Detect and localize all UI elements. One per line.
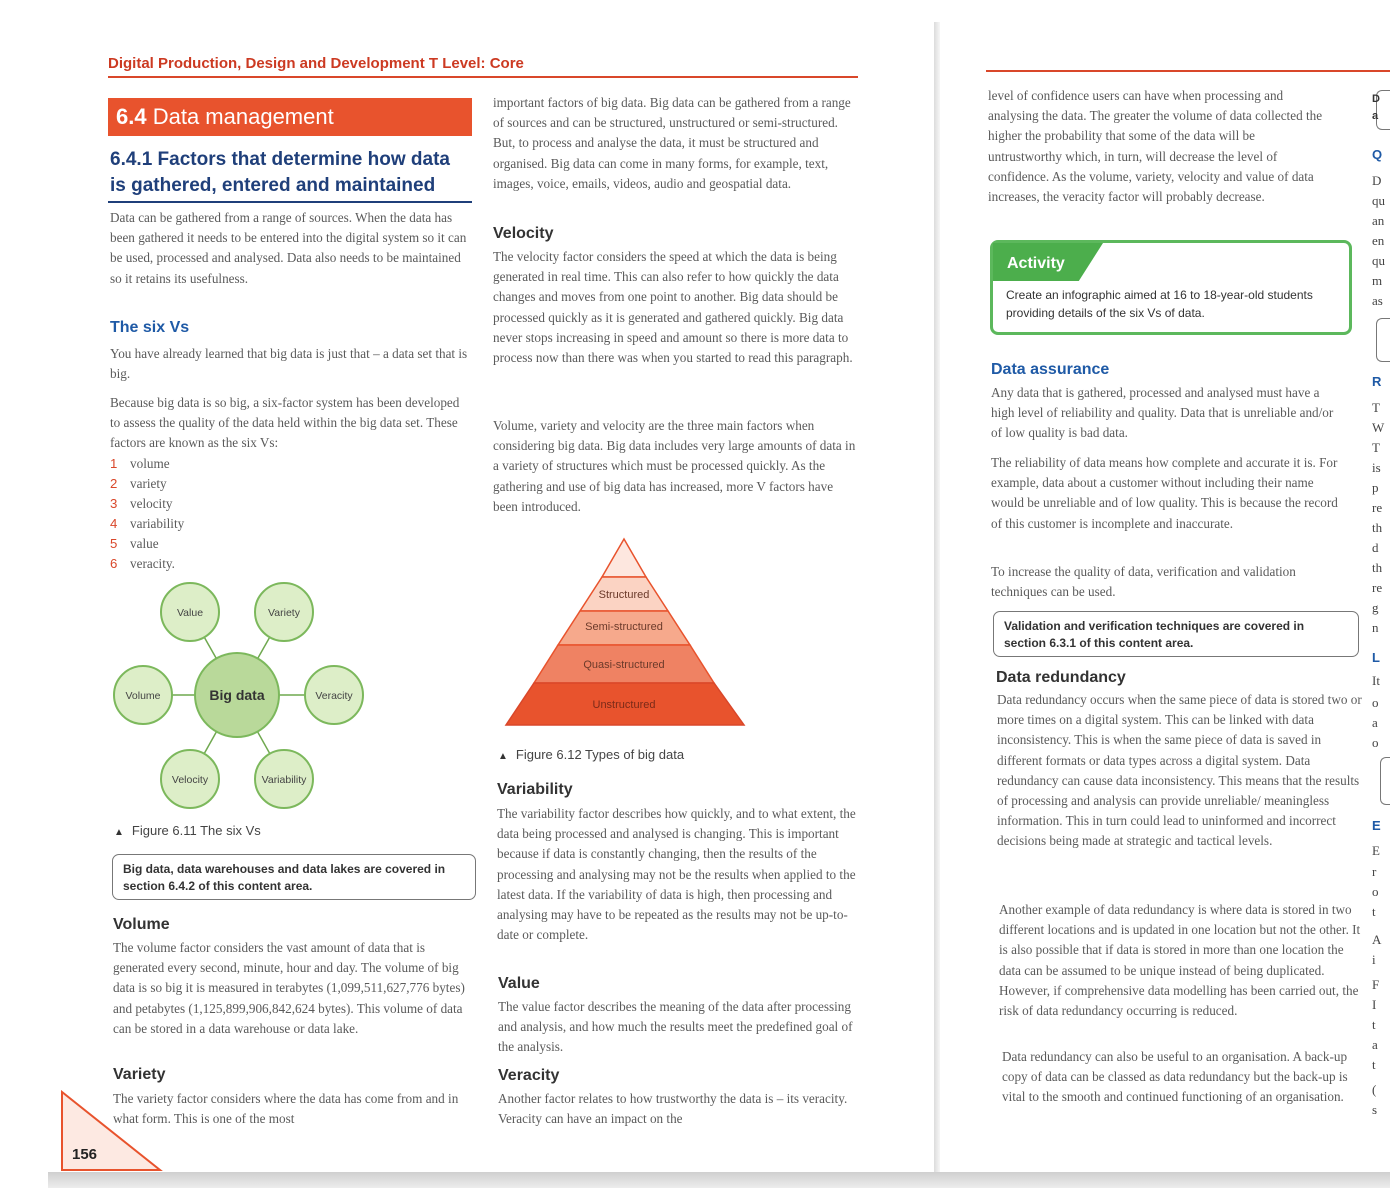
edge-box-mid (1376, 318, 1390, 362)
middle-paragraph-2: Volume, variety and velocity are the three main factors when considering big data. Big data includes very large amounts of data in a variety of structures which must be processed quickly. As the gathering and use of big data has increased, more V factors have been introduced. (493, 418, 856, 514)
subsection-title-line2: is gathered, entered and maintained (110, 175, 436, 196)
value-heading: Value (498, 975, 540, 992)
figure-6-12-caption: ▲ Figure 6.12 Types of big data (498, 747, 685, 762)
pyramid-label-unstructured: Unstructured (592, 699, 656, 711)
edge-fragment: i (1372, 952, 1376, 967)
edge-fragment: a (1372, 110, 1379, 122)
subsection-title-line1: 6.4.1 Factors that determine how data (110, 149, 450, 170)
node-label-variability: Variability (261, 774, 307, 786)
redundancy-paragraph-2: Another example of data redundancy is where data is stored in two different locations and is updated in one location but not the other. It is also possible that if data is stored in more than one location the data can be assumed to be unique instead of being duplicated. However, if comprehensive data modelling has been carried out, the risk of data redundancy occurring is reduced. (999, 902, 1361, 1019)
edge-fragment: th (1372, 560, 1383, 575)
section-title-bar (108, 98, 472, 136)
variability-heading: Variability (497, 781, 573, 798)
edge-fragment: a (1372, 1037, 1378, 1052)
edge-fragment: en (1372, 233, 1385, 248)
header-rule (108, 76, 858, 78)
right-header-rule (986, 70, 1390, 72)
data-redundancy-heading: Data redundancy (996, 669, 1126, 686)
pyramid-label-quasi-structured: Quasi-structured (583, 659, 665, 671)
edge-fragment: T (1372, 400, 1380, 415)
edge-fragment: a (1372, 715, 1378, 730)
section-number: 6.4 (116, 104, 147, 129)
data-assurance-heading: Data assurance (991, 361, 1110, 378)
subsection-title (110, 147, 480, 199)
edge-fragment: L (1372, 650, 1380, 665)
edge-fragment: an (1372, 213, 1385, 228)
edge-fragment: o (1372, 735, 1379, 750)
edge-fragment: Q (1372, 147, 1383, 162)
velocity-paragraph: The velocity factor considers the speed at which the data is being generated in real time. This can also refer to how quickly the data changes and moves from one point to another. Big data should be processed quickly as it is generated and gathered quickly. Big data never stops increasing in speed and amount so there is more data to process now than there was when you started to read this paragraph. (493, 249, 853, 366)
node-label-veracity: Veracity (315, 690, 353, 702)
edge-fragment: T (1372, 440, 1380, 455)
redundancy-paragraph-1: Data redundancy occurs when the same piece of data is stored two or more times on a digital system. This can be linked with data inconsistency. This is when the same piece of data is saved in different formats or data types across a digital system. Data redundancy can cause data inconsistency. This means that the results of processing and analysis can provide unreliable/ meaningless information. This in turn could lead to uninformed and incorrect decisions being made at strategic and tactical levels. (997, 692, 1362, 849)
edge-fragment: D (1372, 93, 1380, 105)
veracity-heading: Veracity (498, 1067, 560, 1084)
activity-label: Activity (1007, 255, 1065, 272)
edge-fragment: W (1372, 420, 1385, 435)
edge-fragment: qu (1372, 253, 1385, 268)
redundancy-paragraph-3: Data redundancy can also be useful to an organisation. A back-up copy of data can be classed as data redundancy but the back-up is vital to the smooth and continued functioning of an organisation. (1002, 1049, 1348, 1105)
pyramid-label-structured: Structured (598, 589, 650, 601)
edge-fragment: t (1372, 1057, 1376, 1072)
six-vs-diagram (108, 575, 373, 810)
variety-paragraph: The variety factor considers where the data has come from and in what form. This is one of the most (113, 1091, 459, 1127)
right-paragraph-1: level of confidence users can have when processing and analysing the data. The greater the volume of data collected the higher the probability that some of the data will be untrustworthy which, in turn, will decrease the level of confidence. As the volume, variety, velocity and value of data increases, the veracity factor will probably decrease. (988, 88, 1323, 205)
edge-fragment: A (1372, 932, 1382, 947)
six-vs-list (110, 454, 310, 574)
edge-fragment: as (1372, 293, 1383, 308)
edge-fragment: ( (1372, 1082, 1377, 1097)
edge-fragment: t (1372, 904, 1376, 919)
intro-paragraph: Data can be gathered from a range of sources. When the data has been gathered it needs to be entered into the digital system so it can be used, processed and analysed. Data also needs to be maintained so it retains its usefulness. (110, 210, 467, 286)
node-label-value: Value (176, 607, 204, 619)
variability-paragraph: The variability factor describes how quickly, and to what extent, the data being processed and analysed is changing. This is important because if data is constantly changing, then the results of the processing and analysing may not be the results when applied to the latest data. If the variability of data is high, then processing and analysing may have to be repeated as the results may not be up-to-date or complete. (497, 806, 856, 943)
edge-fragment: It (1372, 673, 1380, 688)
six-vs-paragraph-1: You have already learned that big data is just that – a data set that is big. (110, 346, 468, 382)
list-item: 2 variety (110, 476, 167, 491)
edge-fragment: o (1372, 884, 1379, 899)
assurance-paragraph-3: To increase the quality of data, verification and validation techniques can be used. (991, 564, 1296, 600)
edge-fragment: r (1372, 864, 1377, 879)
edge-fragment: re (1372, 580, 1383, 595)
edge-fragment: o (1372, 695, 1379, 710)
edge-box-low (1380, 757, 1390, 805)
pyramid-label-semi-structured: Semi-structured (585, 621, 663, 633)
edge-fragment: E (1372, 818, 1381, 833)
node-label-variety: Variety (268, 607, 300, 619)
running-head: Digital Production, Design and Development T Level: Core (108, 55, 524, 72)
caption-triangle-icon: ▲ (114, 827, 124, 838)
node-label-volume: Volume (125, 690, 161, 702)
six-vs-heading: The six Vs (110, 319, 190, 336)
node-label-big-data: Big data (209, 687, 265, 703)
page-corner-triangle (48, 1090, 168, 1172)
assurance-paragraph-1: Any data that is gathered, processed and analysed must have a high level of reliability and quality. Data that is unreliable and/or of low quality is bad data. (991, 385, 1334, 441)
big-data-types-pyramid (500, 535, 750, 730)
list-item: 6 veracity. (110, 556, 175, 571)
edge-fragment: n (1372, 620, 1379, 635)
edge-fragment: t (1372, 1017, 1376, 1032)
veracity-paragraph: Another factor relates to how trustworthy the data is – its veracity. Veracity can have an impact on the (498, 1091, 848, 1127)
variety-heading: Variety (113, 1066, 166, 1083)
edge-fragment: th (1372, 520, 1383, 535)
note-validation: Validation and verification techniques are covered in section 6.3.1 of this content area. (993, 611, 1359, 657)
volume-paragraph: The volume factor considers the vast amount of data that is generated every second, minute, hour and day. The volume of big data is so big it is measured in terabytes (1,099,511,627,776 bytes) and petabytes (1,125,899,906,842,624 bytes). This volume of data can be stored in a data warehouse or data lake. (113, 940, 465, 1036)
edge-fragment: qu (1372, 193, 1385, 208)
six-vs-paragraph-2: Because big data is so big, a six-factor system has been developed to assess the quality of the data held within the big data set. These factors are known as the six Vs: (110, 395, 460, 451)
edge-fragment: D (1372, 173, 1382, 188)
list-item: 3 velocity (110, 496, 173, 511)
edge-fragment: p (1372, 480, 1379, 495)
edge-fragment: F (1372, 977, 1380, 992)
page-shadow (48, 1172, 1390, 1188)
value-paragraph: The value factor describes the meaning of the data after processing and analysis, and how much the results meet the predefined goal of the analysis. (498, 999, 853, 1055)
volume-heading: Volume (113, 916, 170, 933)
edge-fragment: re (1372, 500, 1383, 515)
edge-fragment: d (1372, 540, 1379, 555)
edge-fragment: I (1372, 997, 1377, 1012)
list-item: 1 volume (110, 456, 170, 471)
edge-fragment: E (1372, 843, 1380, 858)
book-gutter (934, 22, 940, 1172)
page-number: 156 (72, 1146, 98, 1163)
edge-fragment: is (1372, 460, 1381, 475)
list-item: 5 value (110, 536, 159, 551)
edge-fragment: s (1372, 1102, 1378, 1117)
list-item: 4 variability (110, 516, 185, 531)
section-title: Data management (152, 104, 334, 129)
caption-triangle-icon: ▲ (498, 751, 508, 762)
figure-6-11-caption: ▲ Figure 6.11 The six Vs (114, 823, 261, 838)
edge-fragment: m (1372, 273, 1383, 288)
note-big-data: Big data, data warehouses and data lakes are covered in section 6.4.2 of this content area. (112, 854, 476, 900)
middle-paragraph-1: important factors of big data. Big data can be gathered from a range of sources and can be structured, unstructured or semi-structured. But, to process and analyse the data, it must be structured and organised. Big data can come in many forms, for example, text, images, voice, emails, videos, audio and geospatial data. (493, 95, 851, 191)
activity-text: Create an infographic aimed at 16 to 18-year-old students providing details of the six Vs of data. (1006, 288, 1313, 320)
node-label-velocity: Velocity (171, 774, 209, 786)
edge-fragment: g (1372, 600, 1379, 615)
assurance-paragraph-2: The reliability of data means how complete and accurate it is. For example, data about a customer without including their name would be unreliable and of low quality. This is because the record of this customer is incomplete and inaccurate. (991, 455, 1338, 531)
velocity-heading: Velocity (493, 225, 554, 242)
subsection-rule (108, 201, 472, 203)
edge-fragment: R (1372, 374, 1382, 389)
